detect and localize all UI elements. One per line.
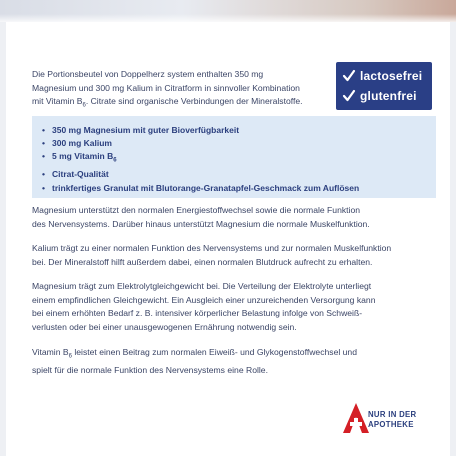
badge-row-gluten [342,86,417,106]
paragraph-line: bei. Der Mineralstoff hilft außerdem dabei, einen normalen Blutdruck aufrecht zu erhalten. [32,256,373,267]
paragraph-electrolyte [32,280,434,334]
feature-item: • Citrat-Qualität [42,169,109,180]
package-top-edge [0,0,456,22]
badge-row-lactose [342,66,422,86]
paragraph-vitamin-b6 [32,346,434,378]
paragraph-magnesium [32,204,434,231]
badge-label-gluten: glutenfrei [360,89,417,103]
intro-line: Magnesium und 300 mg Kalium in Citratform in sinnvoller Kombination [32,82,300,93]
intro-text [32,68,332,114]
intro-line: Die Portionsbeutel von Doppelherz system enthalten 350 mg [32,69,264,79]
free-from-badge [336,62,432,110]
pharmacy-label-line1: NUR IN DER [368,410,417,419]
paragraph-line: Magnesium unterstützt den normalen Energiestoffwechsel sowie die normale Funktion [32,205,361,215]
paragraph-line: Kalium trägt zu einer normalen Funktion des Nervensystems und zur normalen Muskelfunktion [32,243,392,253]
paragraph-line: Magnesium trägt zum Elektrolytgleichgewicht bei. Die Verteilung der Elektrolyte unterliegt [32,281,372,291]
feature-item: • 350 mg Magnesium mit guter Bioverfügbarkeit [42,125,240,135]
paragraph-line: bei einem erhöhten Bedarf z. B. intensiver körperlicher Belastung infolge von Schweiß- [32,308,363,319]
paragraph-line: verlusten oder bei einer unausgewogenen Ernährung notwendig sein. [32,321,297,332]
paragraph-kalium [32,242,434,269]
badge-label-lactose: lactosefrei [360,69,423,83]
pharmacy-label-line2: APOTHEKE [368,420,414,429]
feature-list [32,116,436,195]
feature-box [32,116,436,198]
package-left-edge [0,22,6,456]
feature-item: • 5 mg Vitamin $B_6$ [42,151,117,165]
feature-item: • trinkfertiges Granulat mit Blutorange-Granatapfel-Geschmack zum Auflösen [42,182,360,193]
check-icon [342,69,356,83]
pharmacy-only-logo [342,396,442,444]
feature-item: • 300 mg Kalium [42,138,112,149]
paragraph-line: einem empfindlichen Gleichgewicht. Ein Ausgleich einer unzureichenden Versorgung kann [32,294,376,305]
check-icon [342,89,356,103]
paragraph-line: des Nervensystems. Darüber hinaus unterstützt Magnesium die normale Muskelfunktion. [32,218,370,229]
package-right-edge [450,22,456,456]
paragraph-line: spielt für die normale Funktion des Nervensystems eine Rolle. [32,365,268,376]
paragraph-line: Vitamin $B_6$ leistet einen Beitrag zum normalen Eiweiß- und Glykogenstoffwechsel und [32,347,357,360]
intro-line: mit Vitamin $B_6$. Citrate sind organische Verbindungen der Mineralstoffe. [32,96,303,109]
apotheke-a-logo-icon [342,402,370,434]
